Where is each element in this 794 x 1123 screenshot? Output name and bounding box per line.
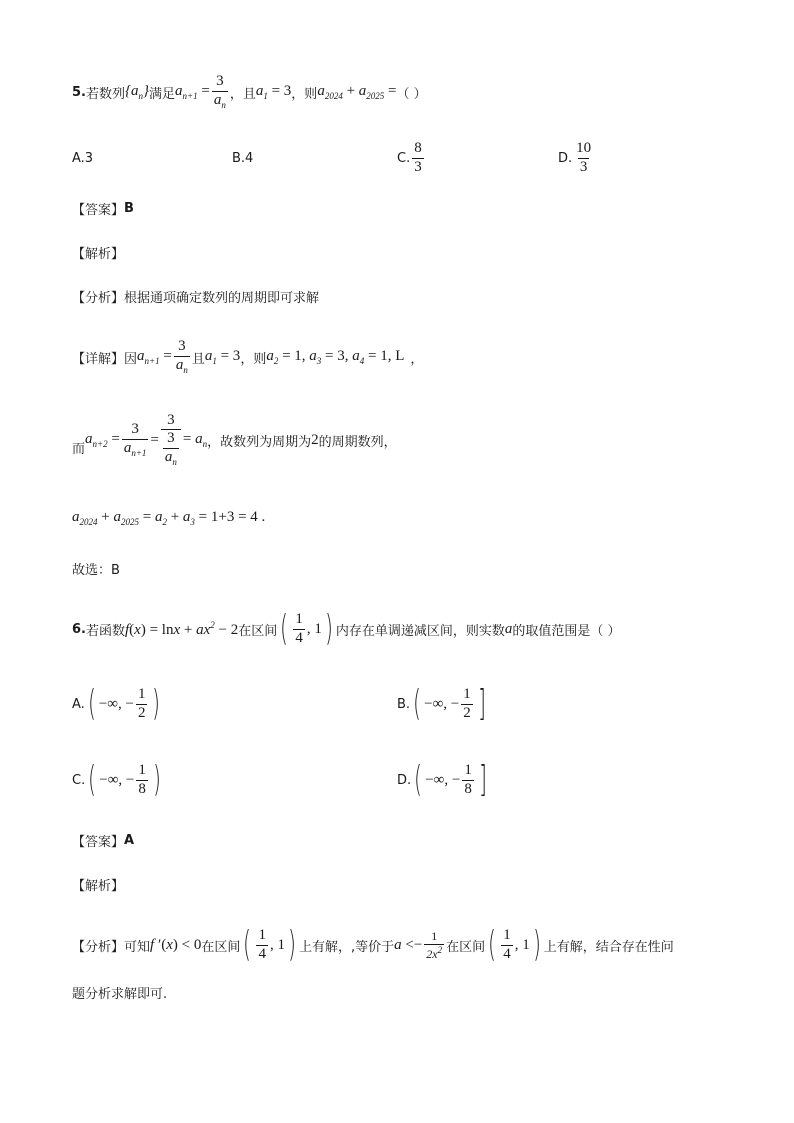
q6-number: 6.	[72, 621, 86, 637]
q6-derivative-condition: f ′(x) < 0	[150, 936, 202, 953]
q5-detail-line3	[72, 506, 265, 530]
q5-analysis-label: 【解析】	[72, 246, 125, 262]
q5-detail-label: 【详解】	[72, 351, 125, 367]
q6-analysis-heading	[72, 874, 124, 894]
q5-option-d-fraction: $\frac{10}{3}$	[576, 139, 592, 175]
q6-fenxi-text-d: 在区间	[446, 939, 486, 955]
q6-option-b-inf: −∞, −	[424, 695, 460, 712]
q5-period-text2: 的周期数列，	[318, 434, 397, 450]
q6-option-d-inf: −∞, −	[425, 771, 461, 788]
q6-option-a[interactable]	[72, 682, 164, 726]
q5-detail-text-d: ，	[410, 351, 424, 367]
q6-interval-fraction: $\frac{1}{4}$	[295, 610, 303, 646]
q5-period-fraction1: $\frac{3}{a_{n+1}}$	[123, 420, 147, 458]
q5-detail-terms: $a_2 = 1$, $a_3 = 3$, $a_4 = 1$, L	[266, 348, 405, 366]
q6-option-c-lparen: (	[88, 759, 97, 800]
q5-detail-fraction: $\frac{3}{a_n}$	[175, 337, 188, 375]
q5-detail-text-a: 因	[124, 351, 138, 367]
q6-fenxi-text-b: 在区间	[201, 939, 241, 955]
q6-stem-text-a: 若函数	[85, 623, 125, 639]
q6-fenxi-line2	[72, 982, 167, 1002]
q6-inequality-fraction: $\frac{1}{2x^2}$	[426, 928, 443, 961]
q5-option-a-text: A.3	[72, 150, 94, 166]
q6-var-a: a	[504, 620, 513, 637]
q6-interval-lparen: (	[280, 608, 289, 649]
q5-detail-text-b: 且	[191, 351, 205, 367]
q5-option-c-fraction: $\frac{8}{3}$	[414, 139, 422, 175]
q6-option-b-fraction: $\frac{1}{2}$	[463, 685, 471, 721]
q6-fenxi-interval2-lparen: (	[488, 924, 497, 965]
q5-period-number: 2	[311, 431, 319, 448]
q5-answer-value: B	[124, 200, 134, 216]
q6-option-a-fraction: $\frac{1}{2}$	[137, 685, 146, 721]
q6-stem-text-c: 内存在单调递减区间，则实数	[335, 623, 505, 639]
q6-option-b[interactable]	[397, 682, 489, 726]
q6-stem	[72, 606, 621, 652]
q6-stem-text-d: 的取值范围是（ ）	[512, 623, 621, 639]
q6-option-c[interactable]	[72, 758, 164, 802]
q5-sum-calculation: $a_{2024} + a_{2025} = a_2 + a_3 = 1+3 = 4$ .	[72, 509, 266, 527]
q6-function: $f(x) = \ln x + ax^2 - 2$	[125, 619, 239, 638]
q5-stem	[72, 72, 427, 112]
q5-equals: =	[150, 431, 159, 448]
q6-answer-value: A	[124, 832, 135, 848]
q6-option-c-label: C.	[72, 772, 86, 788]
q5-stem-text-a: 若数列	[85, 86, 125, 102]
q5-initial: $a_1 = 3$	[255, 83, 292, 101]
q6-fenxi-interval1-end: , 1	[269, 936, 285, 953]
q6-option-a-lparen: (	[87, 683, 96, 724]
q5-option-a[interactable]	[72, 146, 93, 170]
q5-detail-line2	[72, 408, 397, 472]
q6-fenxi-label: 【分析】	[72, 939, 125, 955]
q6-option-b-label: B.	[397, 696, 411, 712]
q6-answer	[72, 830, 134, 850]
q6-fenxi-interval2-rparen: )	[532, 924, 541, 965]
q6-option-d-fraction: $\frac{1}{8}$	[464, 761, 472, 797]
q5-seq-notation: $\{a_n\}$	[125, 83, 149, 101]
q5-option-d[interactable]	[558, 138, 595, 178]
q5-er-text: 而	[72, 441, 86, 457]
q6-option-d-lparen: (	[414, 759, 423, 800]
q5-recurrence: $a_{n+1}$ =	[175, 83, 210, 101]
q5-fenxi-label: 【分析】	[72, 290, 125, 306]
q5-choose-text: 故选：B	[72, 562, 120, 578]
q6-fenxi-line1	[72, 922, 674, 968]
q6-fenxi-text-e: 上有解，结合存在性问	[543, 939, 674, 955]
q5-detail-text-c: ，则	[240, 351, 267, 367]
q6-option-a-rparen: )	[152, 683, 161, 724]
q5-answer	[72, 198, 134, 218]
q5-option-b[interactable]	[232, 146, 253, 170]
q6-analysis-label: 【解析】	[72, 878, 125, 894]
q6-inequality: a <−	[394, 936, 423, 953]
q5-period-rhs: = $a_n$	[182, 431, 208, 449]
q6-option-b-lparen: (	[413, 683, 421, 724]
q5-answer-label: 【答案】	[72, 202, 125, 218]
q5-option-b-text: B.4	[232, 150, 254, 166]
q5-choose	[72, 558, 120, 578]
q5-detail-recurrence: $a_{n+1}$ =	[137, 348, 172, 366]
q5-detail-initial: $a_1 = 3$	[204, 348, 241, 366]
q6-fenxi-interval1-rparen: )	[288, 924, 296, 965]
q5-stem-text-c: ，且	[229, 86, 256, 102]
q6-interval-rparen: )	[324, 608, 333, 649]
q5-sum-expr: $a_{2024} + a_{2025}$ =	[317, 83, 397, 101]
q6-fenxi-interval2-fraction: $\frac{1}{4}$	[503, 926, 511, 962]
q6-option-b-rbracket: ]	[477, 683, 486, 724]
q6-fenxi-interval1-fraction: $\frac{1}{4}$	[258, 926, 266, 962]
q6-option-c-inf: −∞, −	[99, 771, 135, 788]
q6-fenxi-interval2-end: , 1	[514, 936, 530, 953]
q5-stem-text-b: 满足	[149, 86, 176, 102]
q6-option-a-inf: −∞, −	[98, 695, 134, 712]
q6-fenxi-text-f: 题分析求解即可.	[72, 986, 168, 1002]
q5-option-d-label: D.	[558, 150, 573, 166]
q6-fenxi-text-a: 可知	[124, 939, 151, 955]
q6-answer-label: 【答案】	[72, 834, 125, 850]
q6-fenxi-interval1-lparen: (	[243, 924, 252, 965]
q5-period-lhs: $a_{n+2}$ =	[85, 431, 120, 449]
q5-period-text: ，故数列为周期为	[207, 434, 312, 450]
q6-option-d[interactable]	[397, 758, 490, 802]
q6-interval-end: , 1	[306, 620, 322, 637]
q5-recurrence-fraction: $\frac{3}{a_n}$	[213, 72, 226, 110]
q6-option-d-label: D.	[397, 772, 412, 788]
q5-number: 5.	[72, 84, 86, 100]
q6-option-c-fraction: $\frac{1}{8}$	[138, 761, 146, 797]
q5-analysis-heading	[72, 242, 124, 262]
q6-option-c-rparen: )	[153, 759, 161, 800]
q6-option-d-rbracket: ]	[478, 759, 487, 800]
q5-period-fraction2: $\frac{3}{\frac{3}{a_n}}$	[161, 413, 181, 468]
q5-fenxi	[72, 286, 319, 306]
q6-option-a-label: A.	[72, 696, 85, 712]
q6-fenxi-text-c: 上有解，,等价于	[298, 939, 395, 955]
q5-stem-text-d: ，则	[291, 86, 318, 102]
q5-stem-text-e: （ ）	[396, 86, 427, 102]
q5-option-c[interactable]	[397, 138, 426, 178]
q6-stem-text-b: 在区间	[238, 623, 278, 639]
q5-option-c-label: C.	[397, 150, 411, 166]
q5-detail-line1	[72, 335, 423, 379]
q5-fenxi-text: 根据通项确定数列的周期即可求解	[124, 290, 320, 306]
